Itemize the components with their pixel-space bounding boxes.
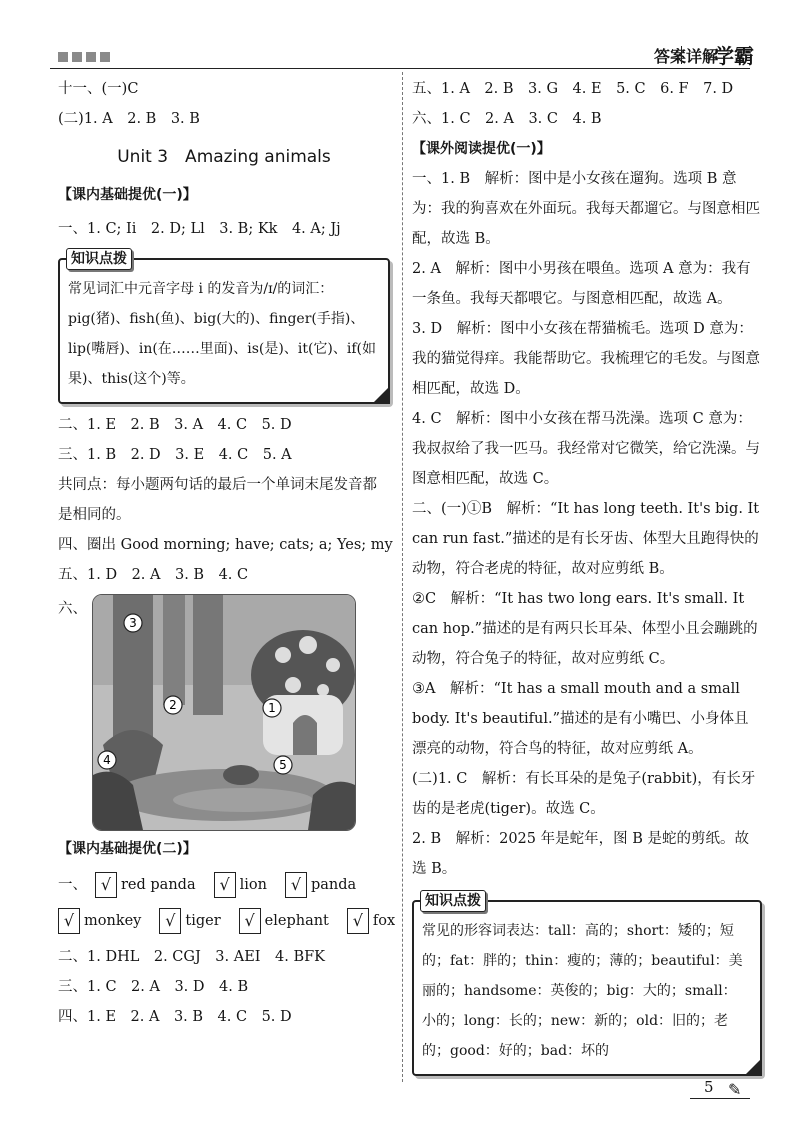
tip-body: 常见的形容词表达：tall：高的；short：矮的；短的；fat：胖的；thin：瘦的；薄的；beautiful：美丽的；handsome：英俊的；big：大的；small：小的；long：长的；new：新的；old：旧的；老的；good：好的；bad：坏的 [422, 923, 743, 1059]
answer-line: 六、1. C 2. A 3. C 4. B [412, 111, 602, 127]
check-item-label: elephant [264, 913, 329, 929]
section-heading: 【课内基础提优(一)】 [58, 187, 197, 203]
forest-illustration [92, 594, 356, 831]
forest-scene-image [93, 595, 355, 830]
column-divider [402, 72, 403, 1082]
header-square [72, 52, 82, 62]
answer-line: 六、 [58, 601, 87, 617]
picture-answer [58, 594, 390, 834]
check-item-label: monkey [84, 913, 142, 929]
answer-prefix: 一、 [58, 877, 87, 893]
header-square [100, 52, 110, 62]
check-item-label: panda [310, 877, 357, 893]
pic-label-1: 1 [268, 701, 276, 715]
answer-line: 三、1. B 2. D 3. E 4. C 5. A [58, 447, 292, 463]
answer-line: (二)1. A 2. B 3. B [58, 111, 200, 127]
answer-explanation: 一、1. B 解析：图中是小女孩在遛狗。选项 B 意为：我的狗喜欢在外面玩。我每天都遛它。与图意相匹配，故选 B。 [412, 171, 760, 247]
header-separator [681, 46, 682, 64]
pencil-icon: ✎ [728, 1080, 742, 1099]
check-item-label: tiger [185, 913, 221, 929]
header-square [58, 52, 68, 62]
answer-explanation: ②C 解析：“It has two long ears. It's small. It can hop.”描述的是有两只长耳朵、体型小且会蹦跳的动物，符合兔子的特征，故对应剪纸 C。 [412, 591, 758, 667]
check-box-icon: √ [159, 908, 181, 934]
check-item [58, 906, 141, 936]
answer-explanation: 2. B 解析：2025 年是蛇年，图 B 是蛇的剪纸。故选 B。 [412, 831, 749, 877]
check-box-icon: √ [285, 872, 307, 898]
corner-fold-icon [744, 1058, 762, 1076]
answer-explanation: 4. C 解析：图中小女孩在帮马洗澡。选项 C 意为：我叔叔给了我一匹马。我经常对它微笑，给它洗澡。与图意相匹配，故选 C。 [412, 411, 760, 487]
answer-explanation: (二)1. C 解析：有长耳朵的是兔子(rabbit)，有长牙齿的是老虎(tiger)。故选 C。 [412, 771, 756, 817]
pic-label-4: 4 [103, 753, 111, 767]
tip-label: 知识点拨 [420, 890, 486, 912]
answer-line: 五、1. D 2. A 3. B 4. C [58, 567, 249, 583]
answer-line: 二、1. E 2. B 3. A 4. C 5. D [58, 417, 292, 433]
section-heading: 【课内基础提优(二)】 [58, 841, 197, 857]
corner-fold-icon [372, 386, 390, 404]
tip-box [58, 251, 390, 404]
answer-line: 五、1. A 2. B 3. G 4. E 5. C 6. F 7. D [412, 81, 734, 97]
answer-note: 共同点：每小题两句话的最后一个单词末尾发音都是相同的。 [58, 477, 377, 523]
check-item-label: red panda [121, 877, 196, 893]
tip-body: 常见词汇中元音字母 i 的发音为/ɪ/的词汇：pig(猪)、fish(鱼)、big(大的)、finger(手指)、lip(嘴唇)、in(在……里面)、is(是)、it(它)、if(如果)、this(这个)等。 [68, 281, 376, 387]
check-item [95, 870, 196, 900]
check-box-icon: √ [239, 908, 261, 934]
check-item [285, 870, 356, 900]
header-square [86, 52, 96, 62]
check-item [159, 906, 220, 936]
check-item [347, 906, 395, 936]
checkbox-row [58, 870, 390, 900]
tip-label: 知识点拨 [66, 248, 132, 270]
left-column [58, 74, 396, 1032]
right-column [412, 74, 762, 1082]
answer-explanation: ③A 解析：“It has a small mouth and a small body. It's beautiful.”描述的是有小嘴巴、小身体且漂亮的动物，符合鸟的特征，故对应剪纸 A。 [412, 681, 749, 757]
pic-label-2: 2 [169, 698, 177, 712]
header-brand: 学霸 [714, 44, 754, 68]
check-item-label: lion [239, 877, 267, 893]
page-header [0, 0, 800, 72]
answer-line: 四、1. E 2. A 3. B 4. C 5. D [58, 1009, 292, 1025]
check-box-icon: √ [214, 872, 236, 898]
checkbox-row [58, 906, 396, 936]
answer-explanation: 2. A 解析：图中小男孩在喂鱼。选项 A 意为：我有一条鱼。我每天都喂它。与图意相匹配，故选 A。 [412, 261, 751, 307]
answer-explanation: 二、(一)①B 解析：“It has long teeth. It's big. It can run fast.”描述的是有长牙齿、体型大且跑得快的动物，符合老虎的特征，故对应剪纸 B。 [412, 501, 760, 577]
answer-line: 二、1. DHL 2. CGJ 3. AEI 4. BFK [58, 949, 325, 965]
header-title: 答案详解 [653, 47, 718, 66]
answer-explanation: 3. D 解析：图中小女孩在帮猫梳毛。选项 D 意为：我的猫觉得痒。我能帮助它。我梳理它的毛发。与图意相匹配，故选 D。 [412, 321, 760, 397]
answer-line: 四、圈出 Good morning; have; cats; a; Yes; my [58, 537, 393, 553]
check-item [239, 906, 329, 936]
check-box-icon: √ [347, 908, 369, 934]
check-box-icon: √ [95, 872, 117, 898]
answer-line: 一、1. C; Ii 2. D; Ll 3. B; Kk 4. A; Jj [58, 221, 341, 237]
pic-label-3: 3 [129, 616, 137, 630]
page-number: 5 [704, 1078, 714, 1096]
pic-label-5: 5 [279, 758, 287, 772]
unit-title: Unit 3 Amazing animals [117, 147, 331, 167]
check-item-label: fox [372, 913, 396, 929]
tip-box [412, 893, 762, 1076]
check-item [214, 870, 267, 900]
answer-line: 三、1. C 2. A 3. D 4. B [58, 979, 249, 995]
section-heading: 【课外阅读提优(一)】 [412, 141, 551, 157]
check-box-icon: √ [58, 908, 80, 934]
header-rule [50, 68, 750, 69]
answer-line: 十一、(一)C [58, 81, 139, 97]
